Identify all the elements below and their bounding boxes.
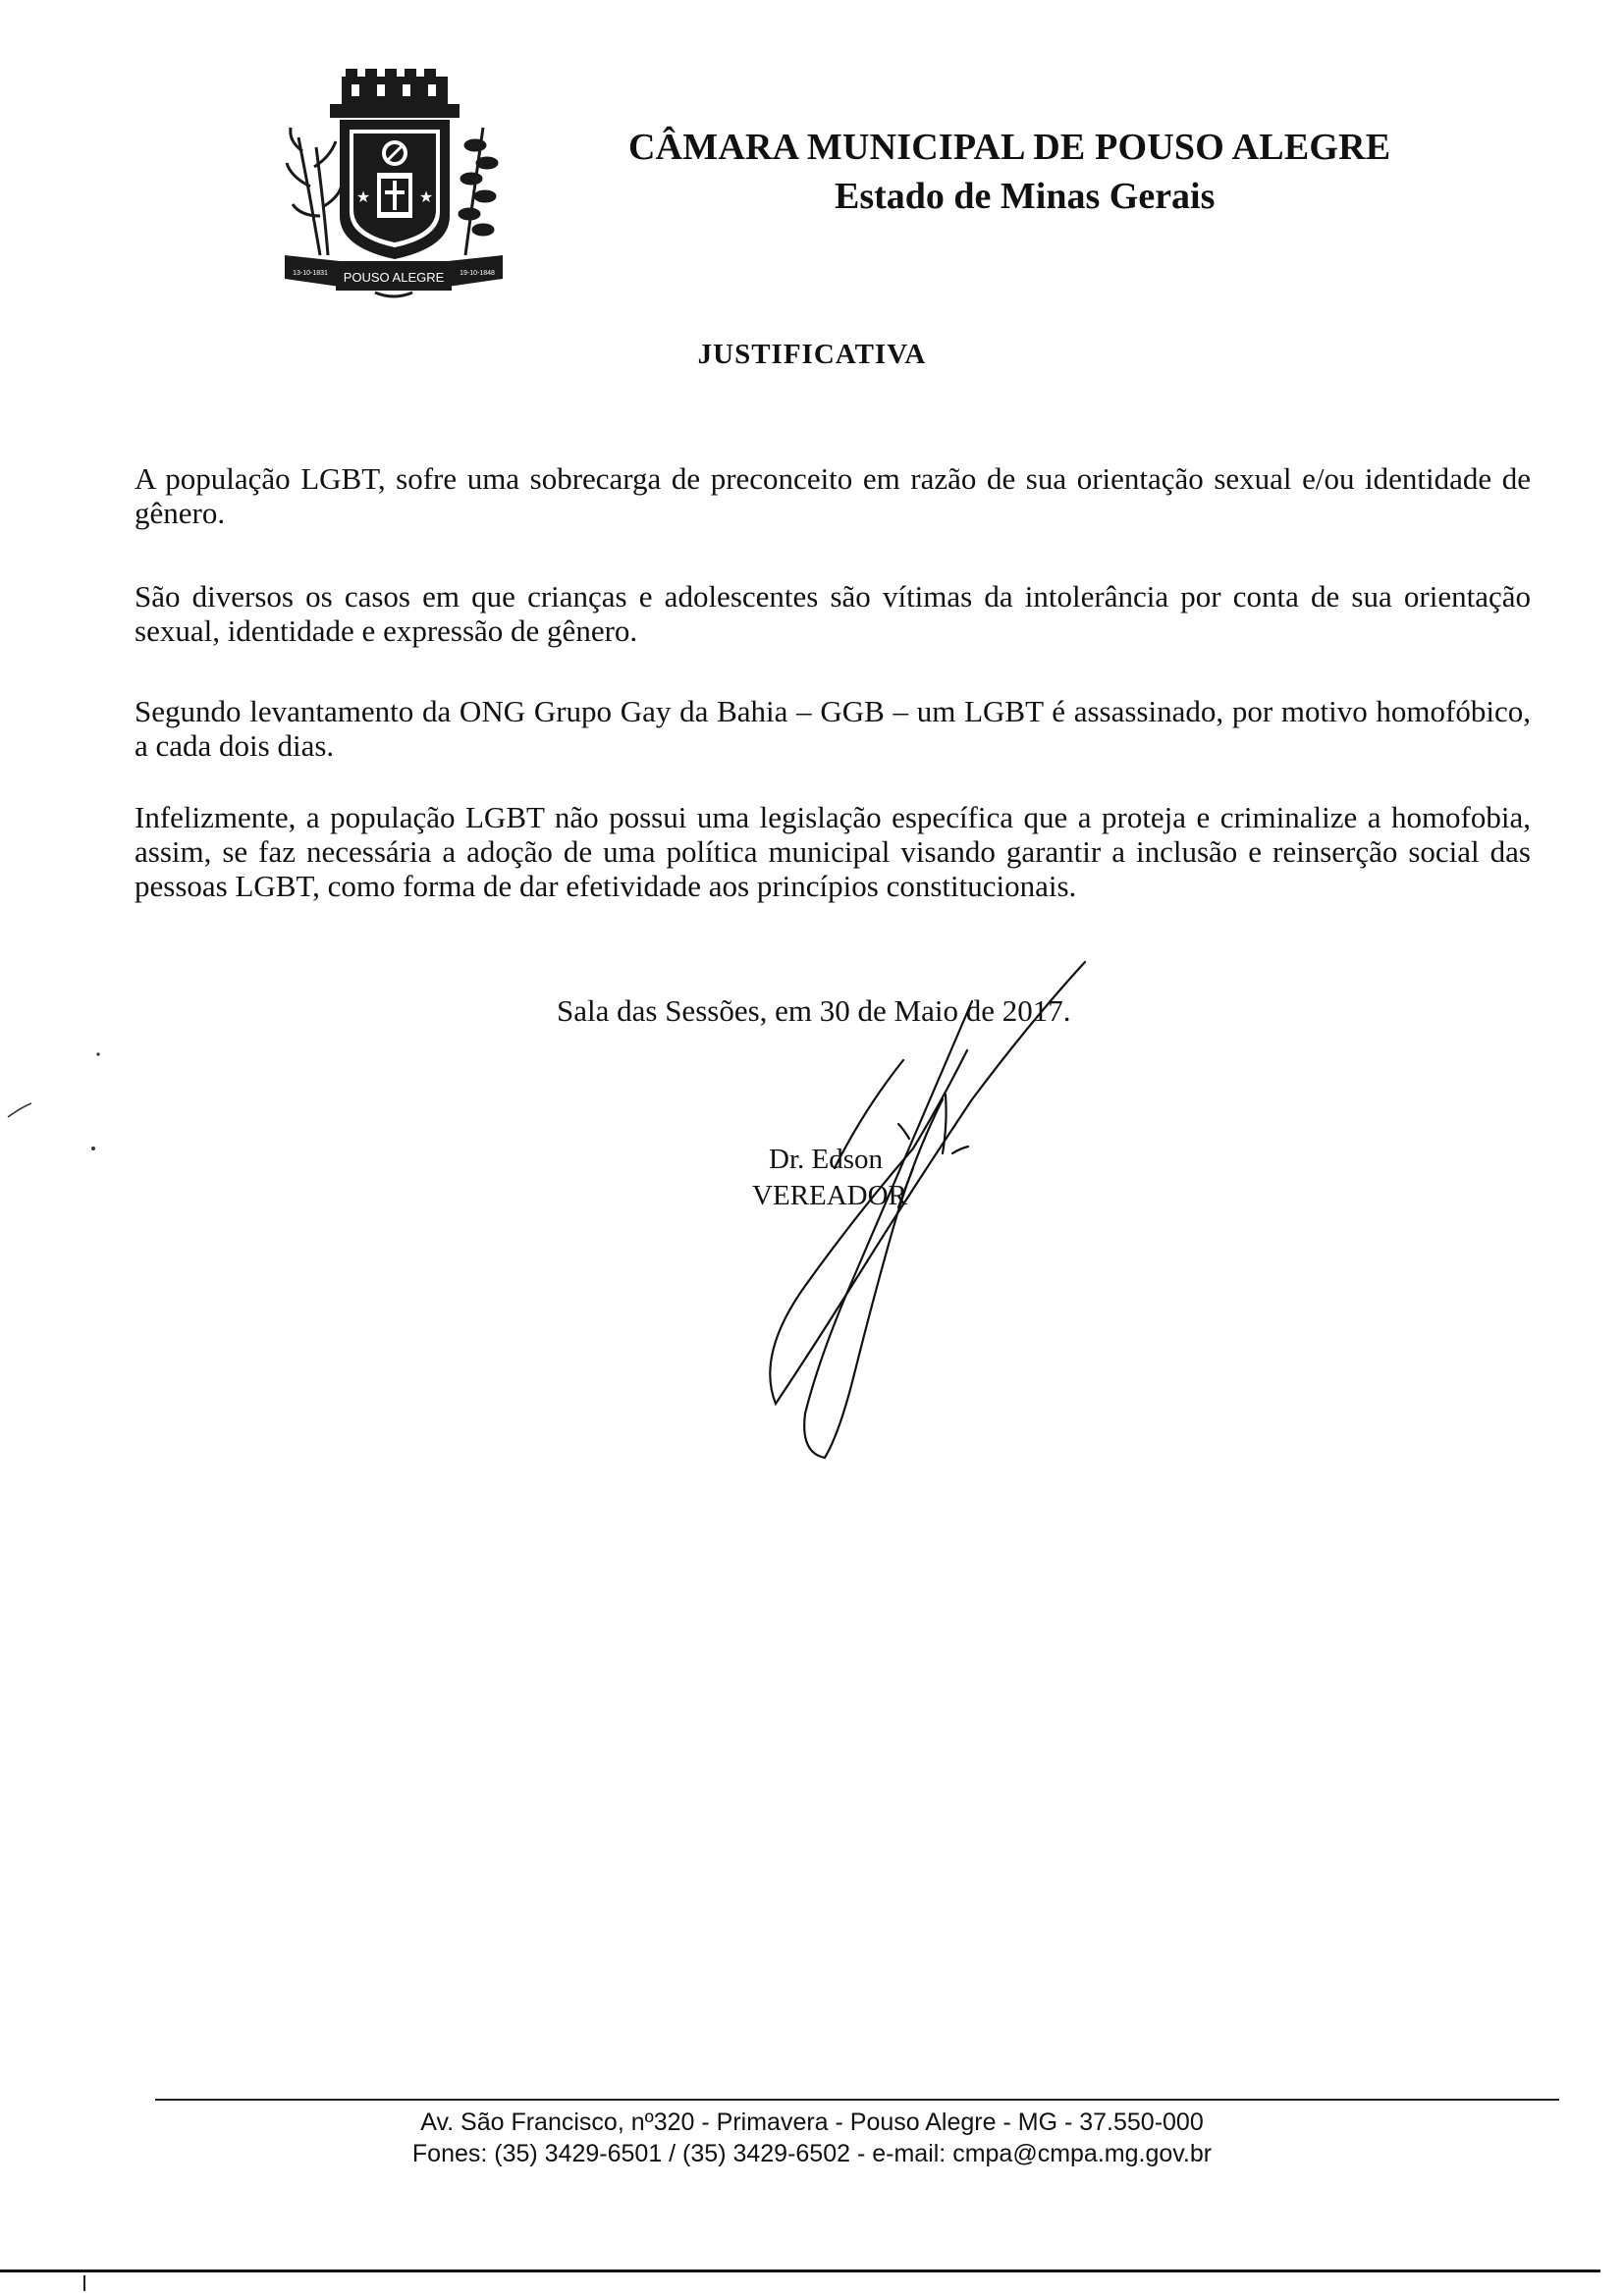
organization-title: CÂMARA MUNICIPAL DE POUSO ALEGRE [628,127,1391,168]
paragraph: Segundo levantamento da ONG Grupo Gay da Bahia – GGB – um LGBT é assassinado, por motivo homofóbico, a cada dois dias. [135,694,1531,763]
svg-text:POUSO ALEGRE: POUSO ALEGRE [343,270,445,285]
signer-role: VEREADOR [752,1180,907,1211]
municipal-coat-of-arms [281,69,507,309]
paragraph: São diversos os casos em que crianças e adolescentes são vítimas da intolerância por conta de sua orientação sexual, identidade e expressão de gênero. [135,579,1531,648]
sugarcane-icon [287,128,342,255]
paragraph: Infelizmente, a população LGBT não possui uma legislação específica que a proteja e criminalize a homofobia, assim, se faz necessária a adoção de uma política municipal visando garantir a inclusão e reinserção social das pessoas LGBT, como forma de dar efetividade aos princípios constitucionais. [135,800,1531,903]
document-heading: JUSTIFICATIVA [697,339,927,370]
footer-divider [155,2099,1559,2101]
place-and-date: Sala das Sessões, em 30 de Maio de 2017. [557,993,1071,1028]
svg-text:★: ★ [418,189,434,206]
svg-text:19-10-1848: 19-10-1848 [460,270,495,277]
footer-contacts: Fones: (35) 3429-6501 / (35) 3429-6502 - e-mail: cmpa@cmpa.mg.gov.br [411,2140,1213,2167]
crest-banner [285,255,503,291]
svg-text:13-10-1831: 13-10-1831 [293,270,328,277]
svg-text:★: ★ [355,189,371,206]
footer-address: Av. São Francisco, nº320 - Primavera - Pouso Alegre - MG - 37.550-000 [420,2109,1204,2136]
organization-subtitle: Estado de Minas Gerais [835,176,1216,217]
coffee-branch-icon [460,128,497,255]
shield-icon [340,120,450,259]
paragraph: A população LGBT, sofre uma sobrecarga de preconceito em razão de sua orientação sexual e/ou identidade de gênero. [135,461,1531,530]
page-bottom-border [0,2269,1600,2272]
signer-name: Dr. Edson [769,1144,883,1175]
mural-crown-icon [330,69,460,118]
